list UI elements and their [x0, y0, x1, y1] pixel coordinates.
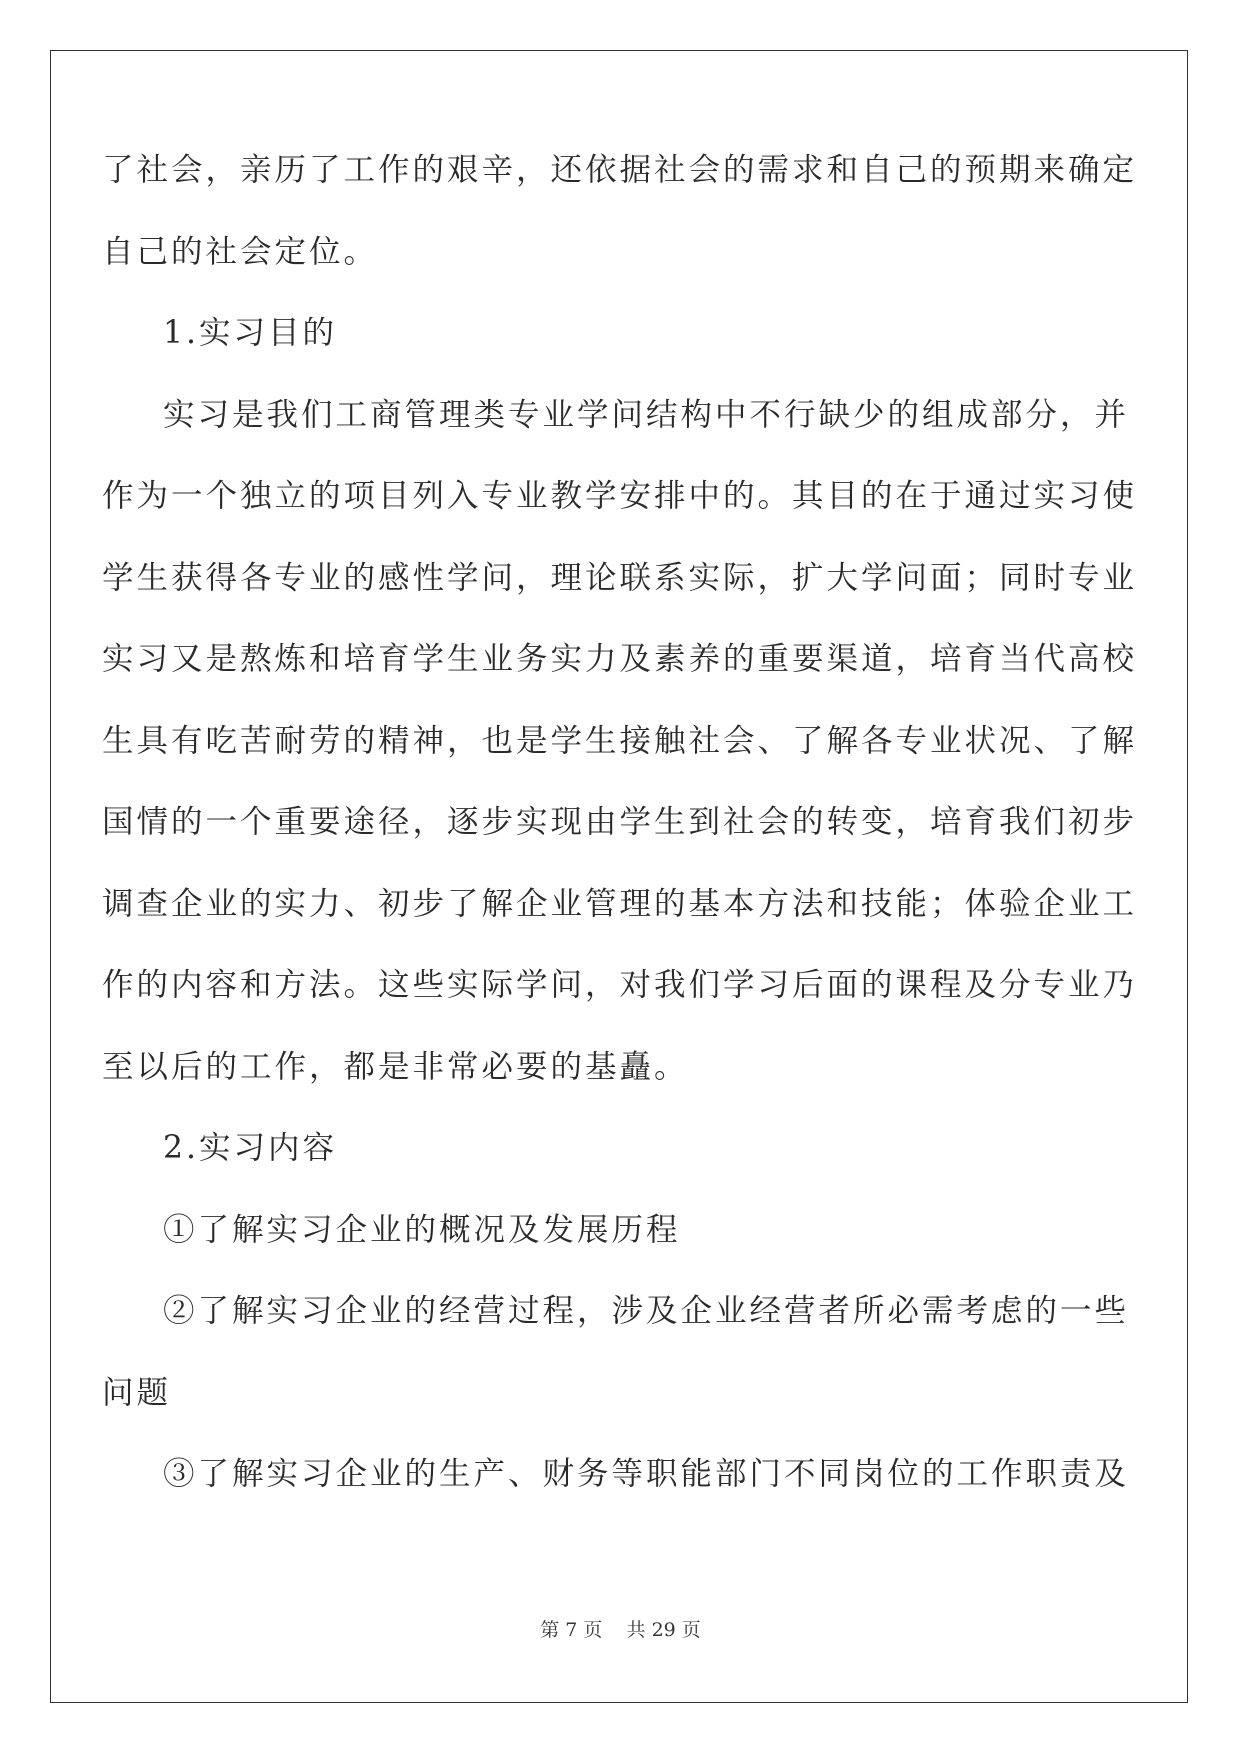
paragraph-line: 实习又是熬炼和培育学生业务实力及素养的重要渠道，培育当代高校 — [102, 641, 1138, 677]
section-heading: 2.实习内容 — [163, 1130, 338, 1166]
paragraph-line: 了社会，亲历了工作的艰辛，还依据社会的需求和自己的预期来确定 — [102, 152, 1138, 188]
paragraph-line: 调查企业的实力、初步了解企业管理的基本方法和技能；体验企业工 — [102, 885, 1138, 922]
paragraph-line: 作为一个独立的项目列入专业教学安排中的。其目的在于通过实习使 — [102, 478, 1138, 514]
page-footer — [0, 1618, 1241, 1642]
paragraph-line: 自己的社会定位。 — [102, 233, 379, 270]
page-number: 第 7 页 — [540, 1619, 603, 1641]
paragraph-line: 国情的一个重要途径，逐步实现由学生到社会的转变，培育我们初步 — [102, 804, 1138, 840]
paragraph-line: 实习是我们工商管理类专业学问结构中不行缺少的组成部分，并 — [163, 396, 1130, 433]
paragraph-line: 作的内容和方法。这些实际学问，对我们学习后面的课程及分专业乃 — [102, 967, 1138, 1003]
page-total: 共 29 页 — [626, 1619, 701, 1641]
paragraph-line: 生具有吃苦耐劳的精神，也是学生接触社会、了解各专业状况、了解 — [102, 722, 1138, 759]
paragraph-line: 学生获得各专业的感性学问，理论联系实际，扩大学问面；同时专业 — [102, 559, 1138, 596]
document-body — [102, 150, 1138, 1536]
list-item: ①了解实习企业的概况及发展历程 — [163, 1211, 681, 1248]
paragraph-line: 至以后的工作，都是非常必要的基矗。 — [102, 1048, 689, 1085]
section-heading: 1.实习目的 — [163, 315, 338, 351]
list-item: ③了解实习企业的生产、财务等职能部门不同岗位的工作职责及 — [163, 1456, 1130, 1492]
paragraph-line: 问题 — [102, 1374, 172, 1411]
list-item: ②了解实习企业的经营过程，涉及企业经营者所必需考虑的一些 — [163, 1293, 1130, 1329]
